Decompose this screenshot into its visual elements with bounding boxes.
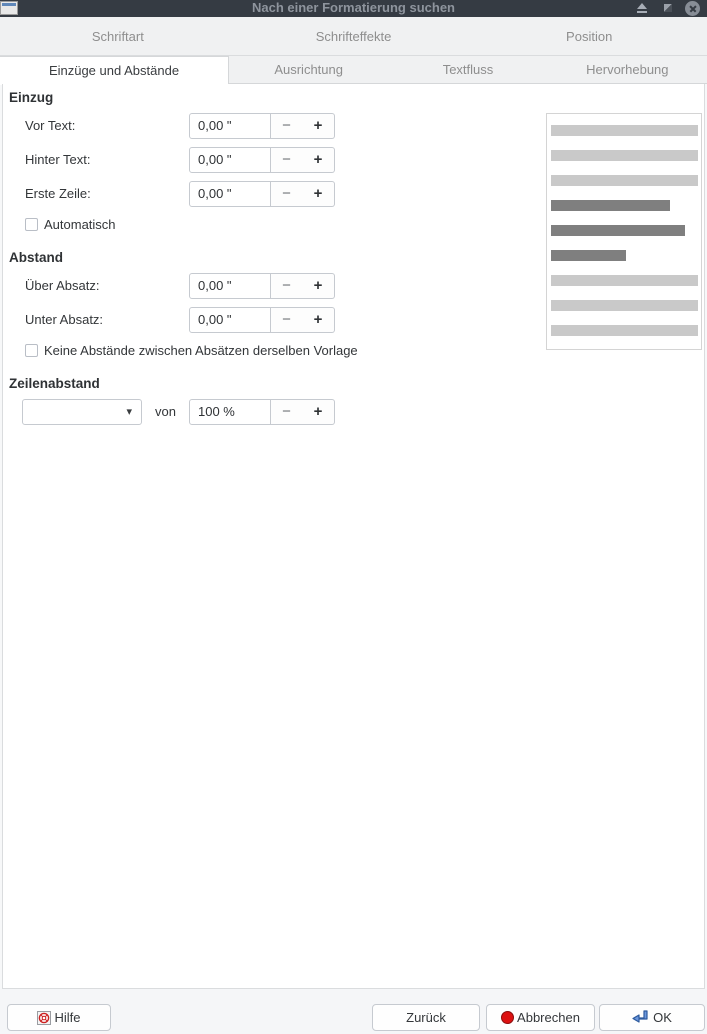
section-heading-einzug: Einzug: [9, 90, 54, 105]
tab-position[interactable]: Position: [566, 29, 613, 44]
tab-textfluss[interactable]: Textfluss: [442, 62, 494, 77]
zeilenabstand-input[interactable]: 100 %: [189, 399, 271, 425]
erste-zeile-decrement-button[interactable]: −: [270, 181, 303, 207]
ok-enter-arrow-icon: [632, 1010, 650, 1026]
vor-text-increment-button[interactable]: +: [302, 113, 335, 139]
preview-bar: [551, 175, 698, 186]
tab-strip-lower: [0, 56, 707, 84]
automatisch-checkbox-label: Automatisch: [44, 217, 116, 232]
erste-zeile-input[interactable]: 0,00 ": [189, 181, 271, 207]
ueber-absatz-spinbox: [189, 273, 336, 299]
cancel-button[interactable]: [486, 1004, 595, 1031]
preview-bar: [551, 275, 698, 286]
hinter-text-decrement-button[interactable]: −: [270, 147, 303, 173]
titlebar[interactable]: [0, 0, 707, 17]
help-button-label: Hilfe: [54, 1010, 81, 1025]
zeilenabstand-decrement-button[interactable]: −: [270, 399, 303, 425]
keine-abstaende-checkbox-label: Keine Abstände zwischen Absätzen derselben Vorlage: [44, 343, 358, 358]
vor-text-spinbox: [189, 113, 336, 139]
preview-bar: [551, 250, 626, 261]
vor-text-label: Vor Text:: [25, 118, 76, 133]
erste-zeile-spinbox: [189, 181, 336, 207]
unter-absatz-decrement-button[interactable]: −: [270, 307, 303, 333]
vor-text-decrement-button[interactable]: −: [270, 113, 303, 139]
hinter-text-input[interactable]: 0,00 ": [189, 147, 271, 173]
automatisch-checkbox[interactable]: [25, 218, 38, 231]
shade-icon[interactable]: [635, 2, 650, 15]
ueber-absatz-decrement-button[interactable]: −: [270, 273, 303, 299]
unter-absatz-spinbox: [189, 307, 336, 333]
cancel-stop-icon: [501, 1011, 514, 1024]
keine-abstaende-checkbox[interactable]: [25, 344, 38, 357]
preview-bar: [551, 200, 670, 211]
help-button[interactable]: [7, 1004, 111, 1031]
close-icon[interactable]: [685, 2, 700, 15]
ueber-absatz-input[interactable]: 0,00 ": [189, 273, 271, 299]
section-heading-zeilenabstand: Zeilenabstand: [9, 376, 100, 391]
preview-bar: [551, 125, 698, 136]
tab-schriftart[interactable]: Schriftart: [91, 29, 144, 44]
preview-bar: [551, 325, 698, 336]
cancel-button-label: Abbrechen: [517, 1010, 580, 1025]
hinter-text-label: Hinter Text:: [25, 152, 91, 167]
unter-absatz-increment-button[interactable]: +: [302, 307, 335, 333]
unter-absatz-input[interactable]: 0,00 ": [189, 307, 271, 333]
erste-zeile-label: Erste Zeile:: [25, 186, 91, 201]
hinter-text-spinbox: [189, 147, 336, 173]
erste-zeile-increment-button[interactable]: +: [302, 181, 335, 207]
tab-schrifteffekte[interactable]: Schrifteffekte: [315, 29, 392, 44]
zeilenabstand-increment-button[interactable]: +: [302, 399, 335, 425]
paragraph-preview: [546, 113, 702, 350]
tab-hervorhebung[interactable]: Hervorhebung: [586, 62, 669, 77]
ok-button[interactable]: [599, 1004, 705, 1031]
chevron-down-icon: ▾: [126, 406, 132, 418]
preview-bar: [551, 150, 698, 161]
preview-bar: [551, 300, 698, 311]
back-button[interactable]: [372, 1004, 480, 1031]
help-lifebuoy-icon: [37, 1011, 51, 1025]
ok-button-label: OK: [653, 1010, 672, 1025]
section-heading-abstand: Abstand: [9, 250, 63, 265]
zeilenabstand-dropdown[interactable]: [22, 399, 142, 425]
tab-ausrichtung[interactable]: Ausrichtung: [274, 62, 343, 77]
dialog-footer: [0, 989, 707, 1034]
ueber-absatz-label: Über Absatz:: [25, 278, 100, 293]
restore-icon[interactable]: [661, 2, 676, 15]
preview-bar: [551, 225, 685, 236]
tab-einzuege-und-abstaende[interactable]: Einzüge und Abstände: [0, 56, 229, 85]
vor-text-input[interactable]: 0,00 ": [189, 113, 271, 139]
ueber-absatz-increment-button[interactable]: +: [302, 273, 335, 299]
zeilenabstand-spinbox: [189, 399, 336, 425]
unter-absatz-label: Unter Absatz:: [25, 312, 104, 327]
back-button-label: Zurück: [406, 1010, 446, 1025]
tab-page-content: [2, 84, 705, 989]
tab-strip-upper: [0, 17, 707, 56]
von-label: von: [155, 404, 176, 419]
hinter-text-increment-button[interactable]: +: [302, 147, 335, 173]
window-title: Nach einer Formatierung suchen: [252, 0, 455, 15]
